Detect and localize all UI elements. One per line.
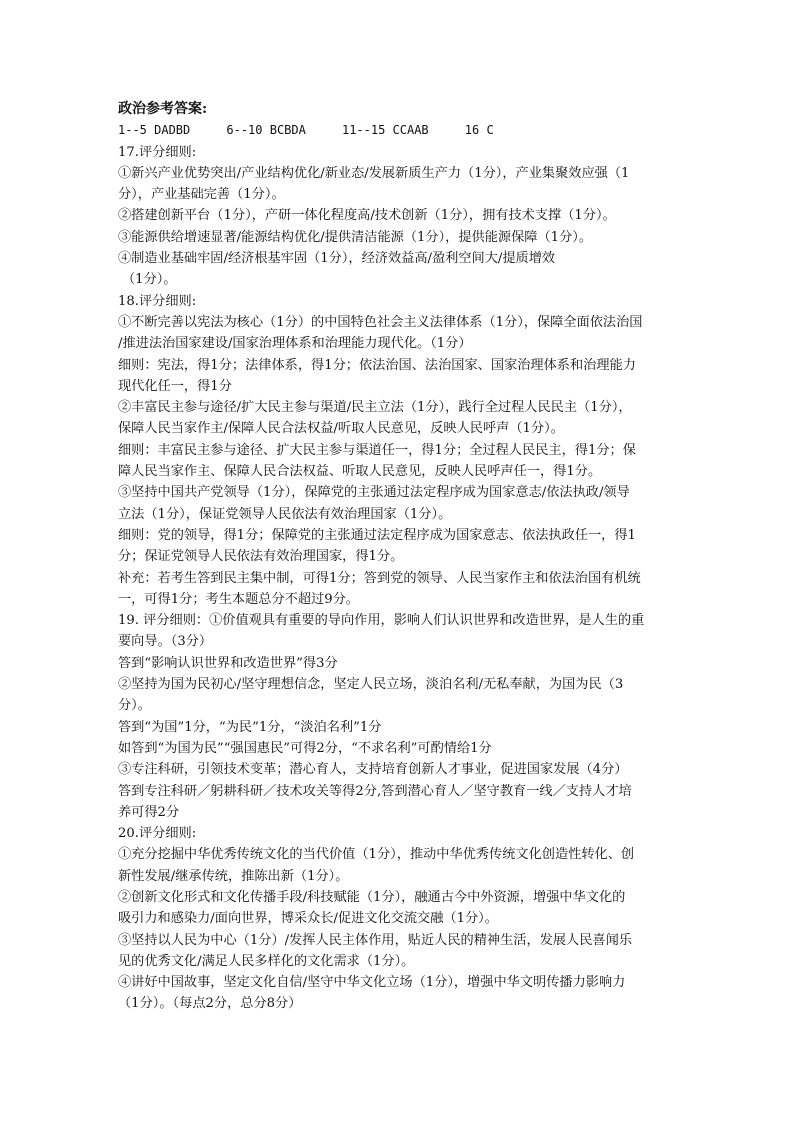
choice-answers: 1--5 DADBD 6--10 BCBDA 11--15 CCAAB 16 C [118,123,494,138]
text-line: ②搭建创新平台（1分），产研一体化程度高/技术创新（1分），拥有技术支撑（1分）。 [118,208,616,224]
text-line: ②坚持为国为民初心/坚守理想信念，坚定人民立场，淡泊名利/无私奉献，为国为民（3 [118,677,624,693]
text-line: 分），产业基础完善（1分）。 [118,187,285,203]
text-line: 答到“影响认识世界和改造世界”得3分 [118,655,338,671]
text-line: ③坚持中国共产党领导（1分），保障党的主张通过法定程序成为国家意志/依法执政/领导 [118,485,630,501]
text-line: 要向导。（3分） [118,634,213,650]
text-line: ①充分挖掘中华优秀传统文化的当代价值（1分），推动中华优秀传统文化创造性转化、创 [118,847,635,863]
text-line: 18.评分细则: [118,293,197,309]
text-line: （1分）。 [122,272,177,288]
text-line: 养可得2分 [118,804,180,820]
text-line: /推进法治国家建设/国家治理体系和治理能力现代化。（1分） [118,336,472,352]
text-line: 现代化任一，得1分 [118,378,232,394]
page-title: 政治参考答案: [118,101,208,117]
text-line: 见的优秀文化/满足人民多样化的文化需求（1分）。 [118,953,415,969]
text-line: 19. 评分细则：①价值观具有重要的导向作用，影响人们认识世界和改造世界，是人生的重 [118,613,645,629]
text-line: ②创新文化形式和文化传播手段/科技赋能（1分），融通古今中外资源，增强中华文化的 [118,889,626,905]
text-line: 吸引力和感染力/面向世界，博采众长/促进文化交流交融（1分）。 [118,911,498,927]
text-line: ④制造业基础牢固/经济根基牢固（1分），经济效益高/盈利空间大/提质增效 [118,251,556,267]
text-line: 障人民当家作主、保障人民合法权益、听取人民意见，反映人民呼声任一，得1分。 [118,464,602,480]
answer-body [118,142,674,1015]
text-line: 20.评分细则: [118,826,197,842]
text-line: 细则：丰富民主参与途径、扩大民主参与渠道任一，得1分；全过程人民民主，得1分；保 [118,442,636,458]
text-line: 分；保证党领导人民依法有效治理国家，得1分。 [118,549,404,565]
text-line: 如答到“为国为民”“强国惠民”可得2分，“不求名利”可酌情给1分 [118,740,492,756]
text-line: ④讲好中国故事，坚定文化自信/坚守中华文化立场（1分），增强中华文明传播力影响力 [118,975,626,991]
text-line: 答到专注科研／躬耕科研／技术攻关等得2分,答到潜心育人／坚守教育一线／支持人才培 [118,783,632,799]
text-line: 保障人民当家作主/保障人民合法权益/听取人民意见，反映人民呼声（1分）。 [118,421,564,437]
text-line: ③坚持以人民为中心（1分）/发挥人民主体作用，贴近人民的精神生活，发展人民喜闻乐 [118,932,632,948]
text-line: ③专注科研，引领技术变革；潜心育人，支持培育创新人才事业，促进国家发展（4分） [118,762,628,778]
text-line: 17.评分细则: [118,144,197,160]
text-line: 补充：若考生答到民主集中制，可得1分；答到党的领导、人民当家作主和依法治国有机统 [118,570,641,586]
text-line: ①新兴产业优势突出/产业结构优化/新业态/发展新质生产力（1分），产业集聚效应强（1 [118,165,630,181]
text-line: 一，可得1分；考生本题总分不超过9分。 [118,591,359,607]
text-line: ③能源供给增速显著/能源结构优化/提供清洁能源（1分），提供能源保障（1分）。 [118,229,593,245]
text-line: ①不断完善以宪法为核心（1分）的中国特色社会主义法律体系（1分），保障全面依法治国 [118,314,643,330]
text-line: 答到“为国”1分，“为民”1分，“淡泊名利”1分 [118,719,382,735]
text-line: （1分）。（每点2分，总分8分） [118,996,302,1012]
text-line: 新性发展/继承传统，推陈出新（1分）。 [118,868,349,884]
text-line: 分）。 [118,698,151,714]
text-line: 立法（1分），保证党领导人民依法有效治理国家（1分）。 [118,506,452,522]
text-line: 细则：党的领导，得1分；保障党的主张通过法定程序成为国家意志、依法执政任一，得1 [118,527,636,543]
answer-document [118,99,674,1015]
text-line: ②丰富民主参与途径/扩大民主参与渠道/民主立法（1分），践行全过程人民民主（1分）， [118,400,632,416]
text-line: 细则：宪法，得1分；法律体系，得1分；依法治国、法治国家、国家治理体系和治理能力 [118,357,636,373]
